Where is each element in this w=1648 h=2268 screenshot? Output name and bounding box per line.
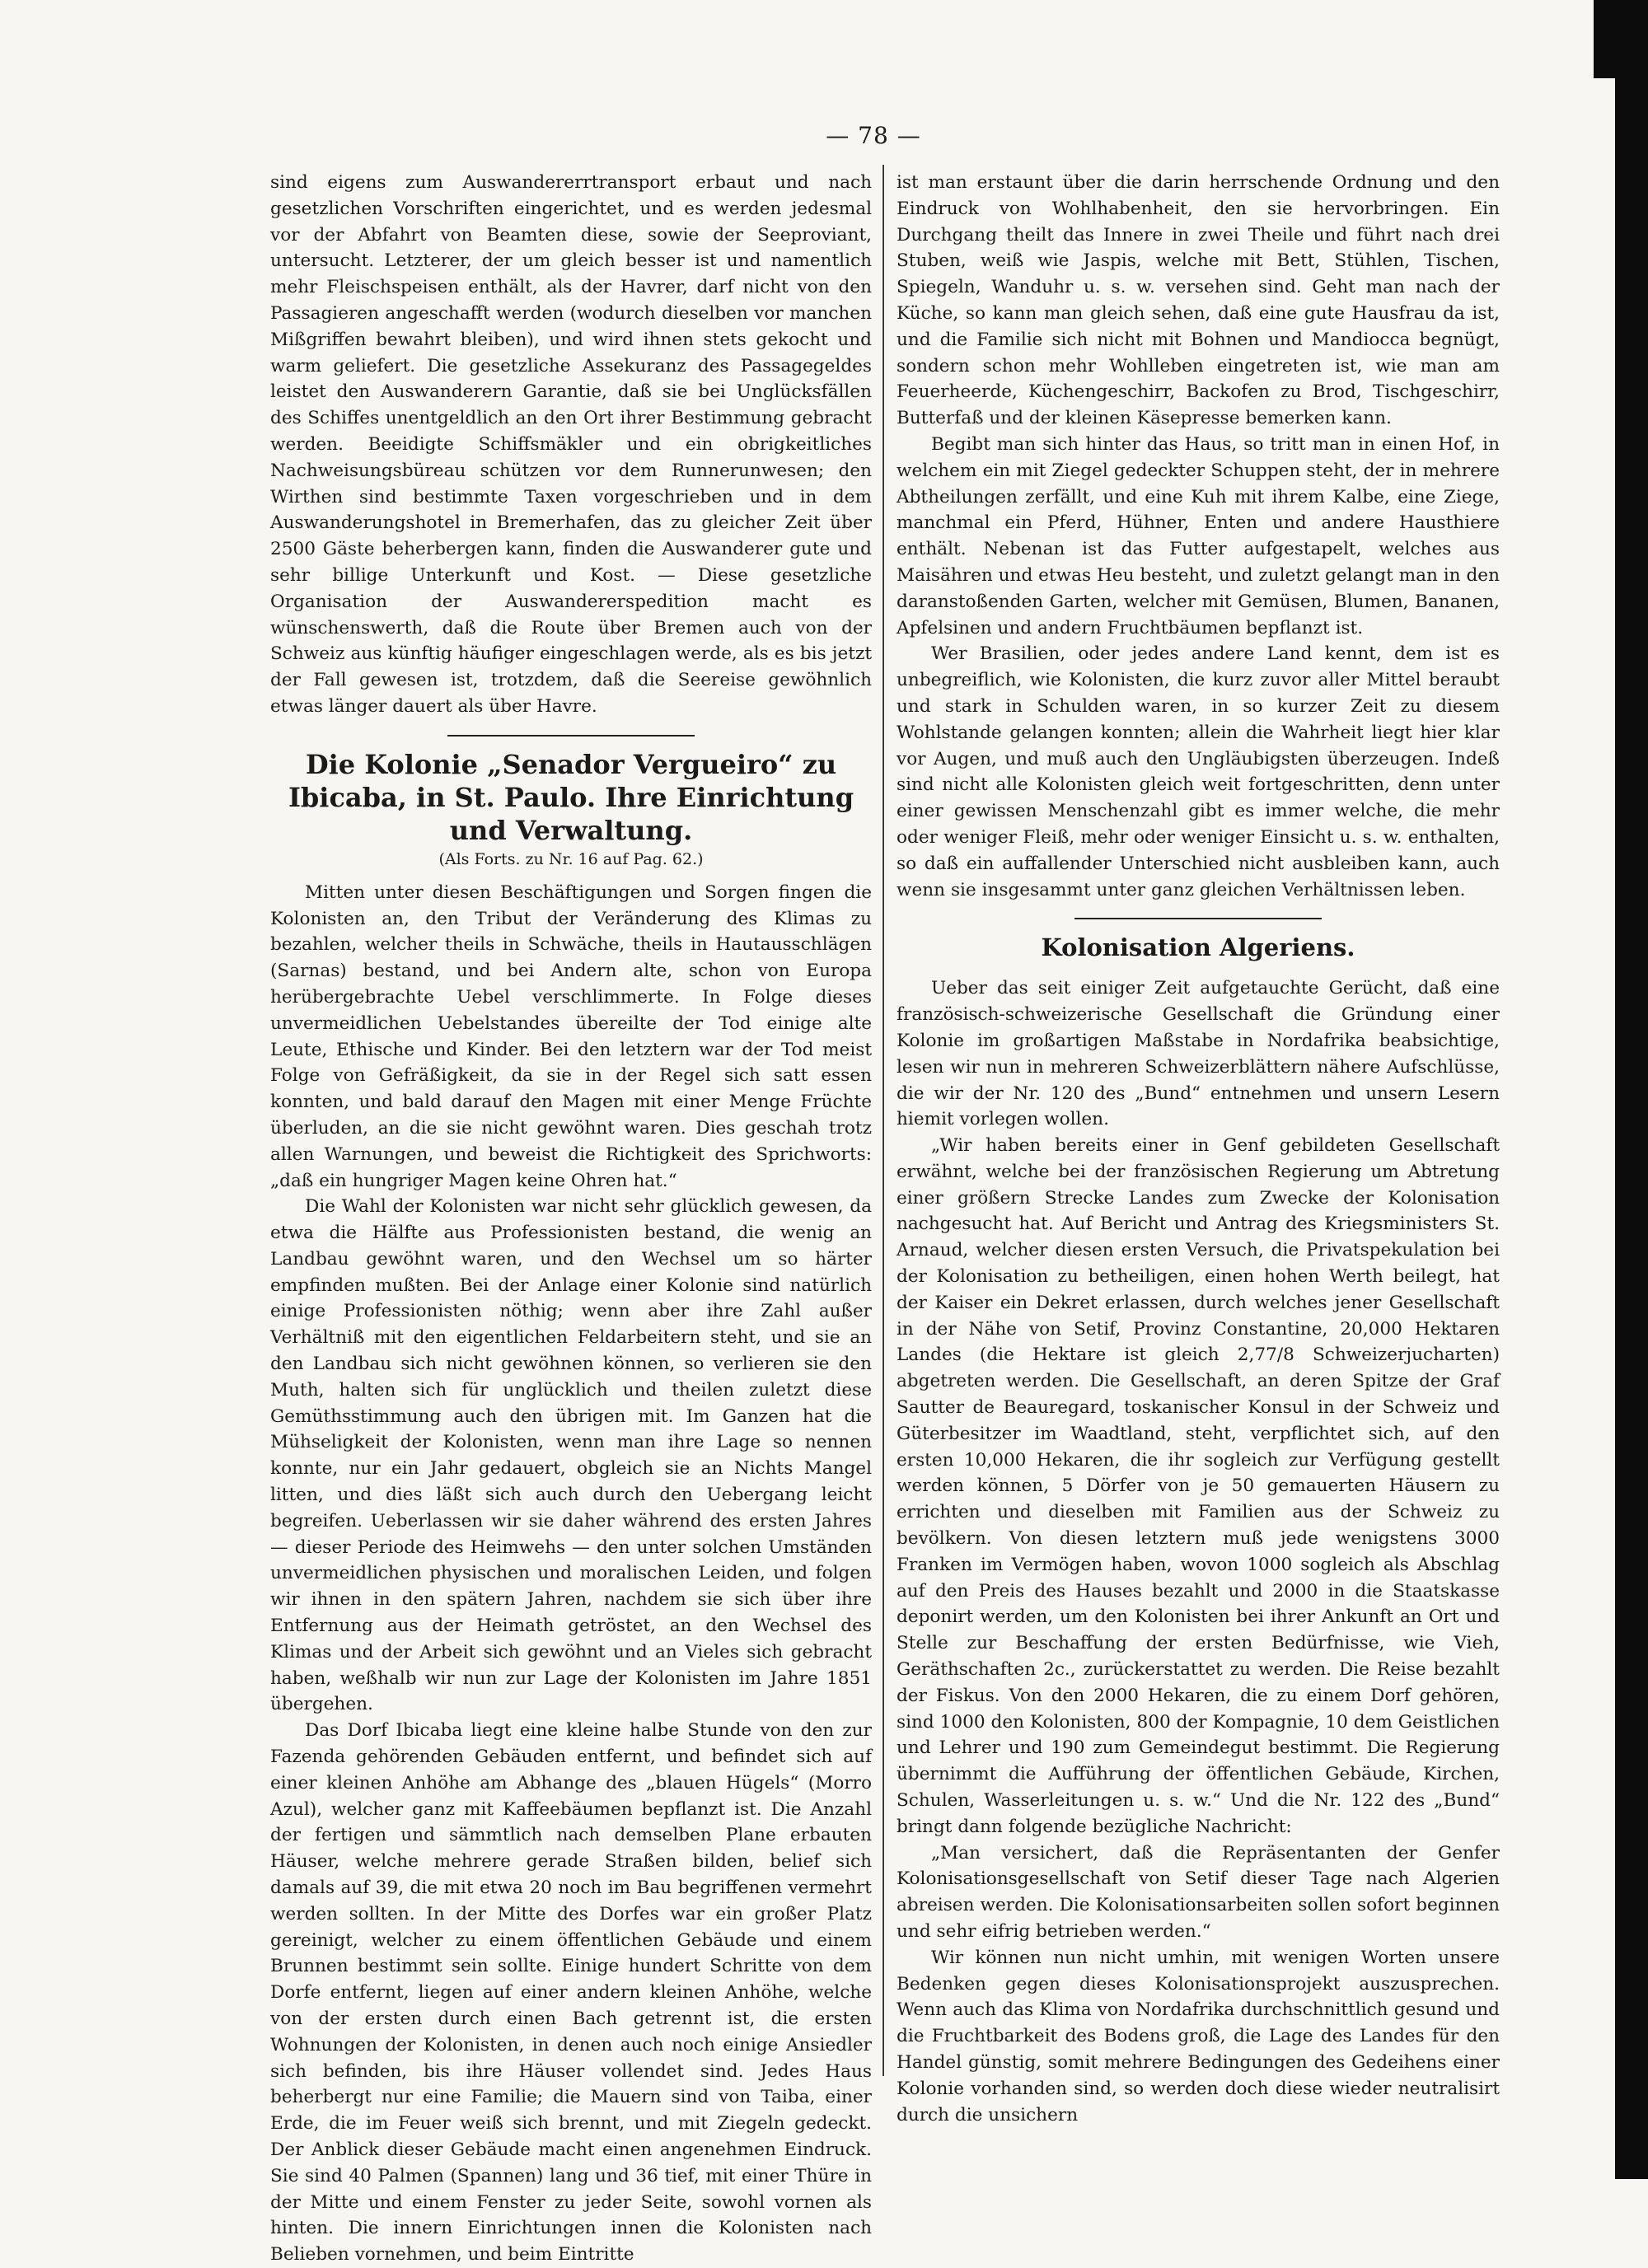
scan-edge-shadow [1615,0,1648,2179]
quoted-paragraph: „Man versichert, daß die Repräsentanten der Genfer Kolonisationsgesellschaft von Setif dieser Tage nach Algerien abreisen werden. Die Kolonisationsarbeiten sollen sofort beginnen und sehr eifrig betrieben werden.“ [897,1842,1500,1942]
article-paragraph: Begibt man sich hinter das Haus, so tritt man in einen Hof, in welchem ein mit Ziegel gedeckter Schuppen steht, der in mehrere Abtheilungen zerfällt, und eine Kuh mit ihrem Kalbe, eine Ziege, manchmal ein Pferd, Hühner, Enten und andere Hausthiere enthält. Nebenan ist das Futter aufgestapelt, welches aus Maisähren und etwas Heu besteht, und zuletzt gelangt man in den daranstoßenden Garten, welcher mit Gemüsen, Blumen, Bananen, Apfelsinen und andern Fruchtbäumen bepflanzt ist. [897,433,1500,638]
article-paragraph: Die Wahl der Kolonisten war nicht sehr glücklich gewesen, da etwa die Hälfte aus Professionisten bestand, die wenig an Landbau gewöhnt waren, und den Wechsel um so härter empfinden mußten. Bei der Anlage einer Kolonie sind natürlich einige Professionisten nöthig; wenn aber ihre Zahl außer Verhältniß mit den eigentlichen Feldarbeitern steht, und sie an den Landbau sich nicht gewöhnen können, so verlieren sie den Muth, halten sich für unglücklich und theilen zuletzt diese Gemüthsstimmung auch den übrigen mit. Im Ganzen hat die Mühseligkeit der Kolonisten, wenn man ihre Lage so nennen konnte, nur ein Jahr gedauert, obgleich sie an Nichts Mangel litten, und dies läßt sich auch durch den Uebergang leicht begreifen. Ueberlassen wir sie daher während des ersten Jahres — dieser Periode des Heimwehs — den unter solchen Umständen unvermeidlichen physischen und moralischen Leiden, und folgen wir ihnen in den spätern Jahren, nachdem sie sich über ihre Entfernung aus der Heimath getröstet, an den Wechsel des Klimas und der Arbeit sich gewöhnt und an Vieles sich gebracht haben, weßhalb wir nun zur Lage der Kolonisten im Jahre 1851 übergehen. [270,1196,872,1715]
article-paragraph: ist man erstaunt über die darin herrschende Ordnung und den Eindruck von Wohlhabenheit, den sie hervorbringen. Ein Durchgang theilt das Innere in zwei Theile und führt nach drei Stuben, weiß wie Jaspis, welche mit Bett, Stühlen, Tischen, Spiegeln, Wanduhr u. s. w. versehen sind. Geht man nach der Küche, so kann man gleich sehen, daß eine gute Hausfrau da ist, und die Familie sich nicht mit Bohnen und Mandiocca begnügt, sondern schon mehr Wohlleben eingetreten ist, wie man am Feuerheerde, Küchengeschirr, Backofen zu Brod, Tischgeschirr, Butterfaß und der kleinen Käsepresse bemerken kann. [897,172,1500,429]
section-divider [447,735,695,737]
article-paragraph: Mitten unter diesen Beschäftigungen und Sorgen fingen die Kolonisten an, den Tribut der Veränderung des Klimas zu bezahlen, welcher theils in Schwäche, theils in Hautausschlägen (Sarnas) bestand, und bei Andern alte, schon von Europa herübergebrachte Uebel verschlimmerte. In Folge dieses unvermeidlichen Uebelstandes übereilte der Tod einige alte Leute, Ethische und Kinder. Bei den letztern war der Tod meist Folge von Gefräßigkeit, da sie in der Regel sich satt essen konnten, und bald darauf den Magen mit einer Menge Früchte überluden, an die sie nicht gewöhnt waren. Dies geschah trotz allen Warnungen, und beweist die Richtigkeit des Sprichworts: „daß ein hungriger Magen keine Ohren hat.“ [270,881,872,1191]
article-paragraph: „Wir haben bereits einer in Genf gebildeten Gesellschaft erwähnt, welche bei der französischen Regierung um Abtretung einer größern Strecke Landes zum Zwecke der Kolonisation nachgesucht hat. Auf Bericht und Antrag des Kriegsministers St. Arnaud, welcher diesen ersten Versuch, die Privatspekulation bei der Kolonisation zu betheiligen, einen hohen Werth beilegt, hat der Kaiser ein Dekret erlassen, durch welches jener Gesellschaft in der Nähe von Setif, Provinz Constantine, 20,000 Hektaren Landes (die Hektare ist gleich 2,77/8 Schweizerjucharten) abgetreten werden. Die Gesellschaft, an deren Spitze der Graf Sautter de Beauregard, toskanischer Konsul in der Schweiz und Güterbesitzer im Waadtland, steht, verpflichtet sich, auf den ersten 10,000 Hekaren, die ihr sogleich zur Verfügung gestellt werden können, 5 Dörfer von je 50 gemauerten Häusern zu errichten und dieselben mit Familien aus der Schweiz zu bevölkern. Von diesen letztern muß jede wenigstens 3000 Franken im Vermögen haben, wovon 1000 sogleich als Abschlag auf den Preis des Hauses bezahlt und 2000 in die Staatskasse deponirt werden, um den Kolonisten bei ihrer Ankunft an Ort und Stelle zur Beschaffung der ersten Bedürfnisse, wie Vieh, Geräthschaften 2c., zurückerstattet zu werden. Die Reise bezahlt der Fiskus. Von den 2000 Hekaren, die zu einem Dorf gehören, sind 1000 den Kolonisten, 800 der Kompagnie, 10 dem Geistlichen und Lehrer und 190 zum Gemeindegut bestimmt. Die Regierung übernimmt die Aufführung der öffentlichen Gebäude, Kirchen, Schulen, Wasserleitungen u. s. w.“ Und die Nr. 122 des „Bund“ bringt dann folgende bezügliche Nachricht: [897,1135,1500,1837]
article-title: Die Kolonie „Senador Vergueiro“ zu Ibicaba, in St. Paulo. Ihre Einrichtung und Verwaltung. [288,748,854,846]
scan-edge-shadow-top [1594,0,1615,78]
article-paragraph: Das Dorf Ibicaba liegt eine kleine halbe Stunde von den zur Fazenda gehörenden Gebäuden entfernt, und befindet sich auf einer kleinen Anhöhe am Abhange des „blauen Hügels“ (Morro Azul), welcher ganz mit Kaffeebäumen bepflanzt ist. Die Anzahl der fertigen und sämmtlich nach demselben Plane erbauten Häuser, welche mehrere gerade Straßen bilden, belief sich damals auf 39, die mit etwa 20 noch im Bau begriffenen vermehrt werden sollten. In der Mitte des Dorfes war ein großer Platz gereinigt, welcher zu einem öffentlichen Gebäude und einem Brunnen bestimmt sein sollte. Einige hundert Schritte von dem Dorfe entfernt, liegen auf einer andern kleinen Anhöhe, welche von der ersten durch einen Bach getrennt ist, die ersten Wohnungen der Kolonisten, in denen auch noch einige Ansiedler sich befinden, bis ihre Häuser vollendet sind. Jedes Haus beherbergt nur eine Familie; die Mauern sind von Taiba, einer Erde, die im Feuer weiß sich brennt, und mit Ziegeln gedeckt. Der Anblick dieser Gebäude macht einen angenehmen Eindruck. Sie sind 40 Palmen (Spannen) lang und 36 tief, mit einer Thüre in der Mitte und einem Fenster zu jeder Seite, sowohl vornen als hinten. Die innern Einrichtungen innen die Kolonisten nach Belieben vornehmen, und beim Eintritte [270,1720,872,2266]
column-divider [883,165,884,2076]
article-paragraph: Wir können nun nicht umhin, mit wenigen Worten unsere Bedenken gegen dieses Kolonisationsprojekt auszusprechen. Wenn auch das Klima von Nordafrika durchschnittlich gesund und die Fruchtbarkeit des Bodens groß, die Lage des Landes für den Handel günstig, somit mehrere Bedingungen des Gedeihens einer Kolonie vorhanden sind, so werden doch diese wieder neutralisirt durch die unsichern [897,1947,1500,2125]
article-title: Kolonisation Algeriens. [1041,933,1355,962]
right-column [897,170,1500,2128]
left-column [270,170,872,2268]
article-subtitle: (Als Forts. zu Nr. 16 auf Pag. 62.) [438,849,704,868]
section-divider [1074,918,1322,919]
intro-paragraph: sind eigens zum Auswandererrtransport erbaut und nach gesetzlichen Vorschriften eingerichtet, und es werden jedesmal vor der Abfahrt von Beamten diese, sowie der Seeproviant, untersucht. Letzterer, der um gleich besser ist und namentlich mehr Fleischspeisen enthält, als der Havrer, darf nicht von den Passagieren angeschafft werden (wodurch dieselben vor manchen Mißgriffen bewahrt bleiben), und wird ihnen stets gekocht und warm geliefert. Die gesetzliche Assekuranz des Passagegeldes leistet den Auswanderern Garantie, daß sie bei Unglücksfällen des Schiffes unentgeldlich an den Ort ihrer Bestimmung gebracht werden. Beeidigte Schiffsmäkler und ein obrigkeitliches Nachweisungsbüreau schützen vor dem Runnerunwesen; den Wirthen sind bestimmte Taxen vorgeschrieben und in dem Auswanderungshotel in Bremerhafen, das zu gleicher Zeit über 2500 Gäste beherbergen kann, finden die Auswanderer gute und sehr billige Unterkunft und Kost. — Diese gesetzliche Organisation der Auswandererspedition macht es wünschenswerth, daß die Route über Bremen auch von der Schweiz aus künftig häufiger eingeschlagen werde, als es bis jetzt der Fall gewesen ist, trotzdem, daß die Seereise gewöhnlich etwas länger dauert als über Havre. [270,172,872,717]
article-paragraph: Wer Brasilien, oder jedes andere Land kennt, dem ist es unbegreiflich, wie Kolonisten, die kurz zuvor aller Mittel beraubt und stark in Schulden waren, in so kurzer Zeit zu diesem Wohlstande gelangen konnten; allein die Wahrheit liegt hier klar vor Augen, und muß auch den Ungläubigsten überzeugen. Indeß sind nicht alle Kolonisten gleich weit fortgeschritten, denn unter einer gewissen Menschenzahl gibt es immer welche, die mehr oder weniger Fleiß, mehr oder weniger Einsicht u. s. w. enthalten, so daß ein auffallender Unterschied nicht ausbleiben kann, auch wenn sie insgesammt unter ganz gleichen Verhältnissen leben. [897,643,1500,900]
article-paragraph: Ueber das seit einiger Zeit aufgetauchte Gerücht, daß eine französisch-schweizerische Gesellschaft die Gründung einer Kolonie im großartigen Maßstabe in Nordafrika beabsichtige, lesen wir nun in mehreren Schweizerblättern nähere Aufschlüsse, die wir der Nr. 120 des „Bund“ entnehmen und unsern Lesern hiemit vorlegen wollen. [897,978,1500,1130]
page-number: — 78 — [826,122,921,149]
